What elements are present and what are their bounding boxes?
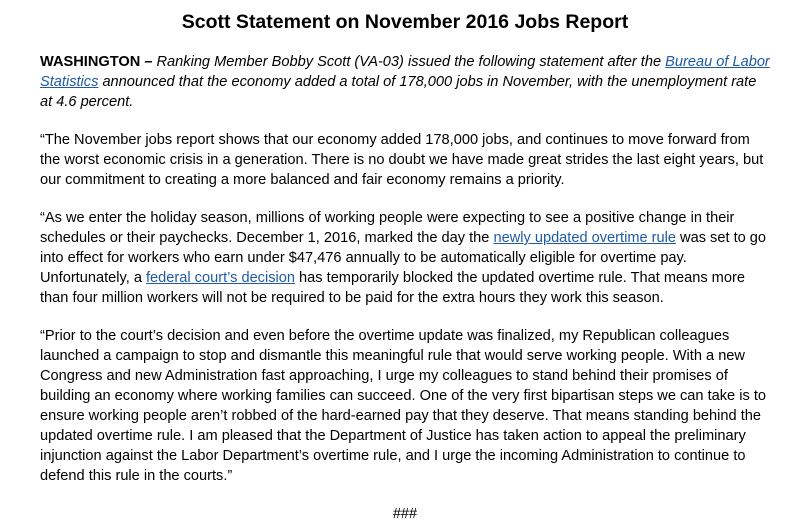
federal-court-decision-link[interactable]: federal court’s decision bbox=[146, 270, 295, 286]
statement-paragraph-2 bbox=[40, 208, 770, 308]
dateline: WASHINGTON – bbox=[40, 54, 153, 70]
overtime-rule-link[interactable]: newly updated overtime rule bbox=[493, 230, 676, 246]
statement-paragraph-1: “The November jobs report shows that our economy added 178,000 jobs, and continues to move forward from the worst economic crisis in a generation. There is no doubt we have made great strides the last eight years, but our commitment to creating a more balanced and fair economy remains a priority. bbox=[40, 132, 764, 188]
paragraph-2-text-part-2: was set to go into effect for workers who earn under $47,476 annually to be automatically eligible for overtime pay. Unfortunately, a bbox=[40, 230, 767, 286]
intro-paragraph bbox=[40, 52, 770, 112]
intro-text-after-link: announced that the economy added a total of 178,000 jobs in November, with the unemployment rate at 4.6 percent. bbox=[40, 74, 757, 110]
statement-paragraph-3: “Prior to the court’s decision and even before the overtime update was finalized, my Republican colleagues launched a campaign to stop and dismantle this meaningful rule that would serve working people. With a new Congress and new Administration fast approaching, I urge my colleagues to stand behind their promises of building an economy where working families can succeed. One of the very first bipartisan steps we can take is to ensure working people aren’t robbed of the hard-earned pay that they deserve. That means standing behind the updated overtime rule. I am pleased that the Department of Justice has taken action to appeal the preliminary injunction against the Labor Department’s overtime rule, and I urge the incoming Administration to continue to defend this rule in the courts.” bbox=[40, 328, 766, 484]
page-title: Scott Statement on November 2016 Jobs Report bbox=[181, 11, 629, 33]
end-mark: ### bbox=[392, 506, 418, 522]
intro-text-before-link: Ranking Member Bobby Scott (VA-03) issued the following statement after the bbox=[152, 54, 666, 70]
paragraph-2-text-part-3: has temporarily blocked the updated overtime rule. That means more than four million workers will not be required to be paid for the extra hours they work this season. bbox=[40, 270, 745, 306]
bureau-of-labor-statistics-link[interactable]: Bureau of Labor Statistics bbox=[40, 54, 770, 90]
paragraph-2-text-part-1: “As we enter the holiday season, millions of working people were expecting to see a positive change in their schedules or their paychecks. December 1, 2016, marked the day the bbox=[40, 210, 735, 246]
